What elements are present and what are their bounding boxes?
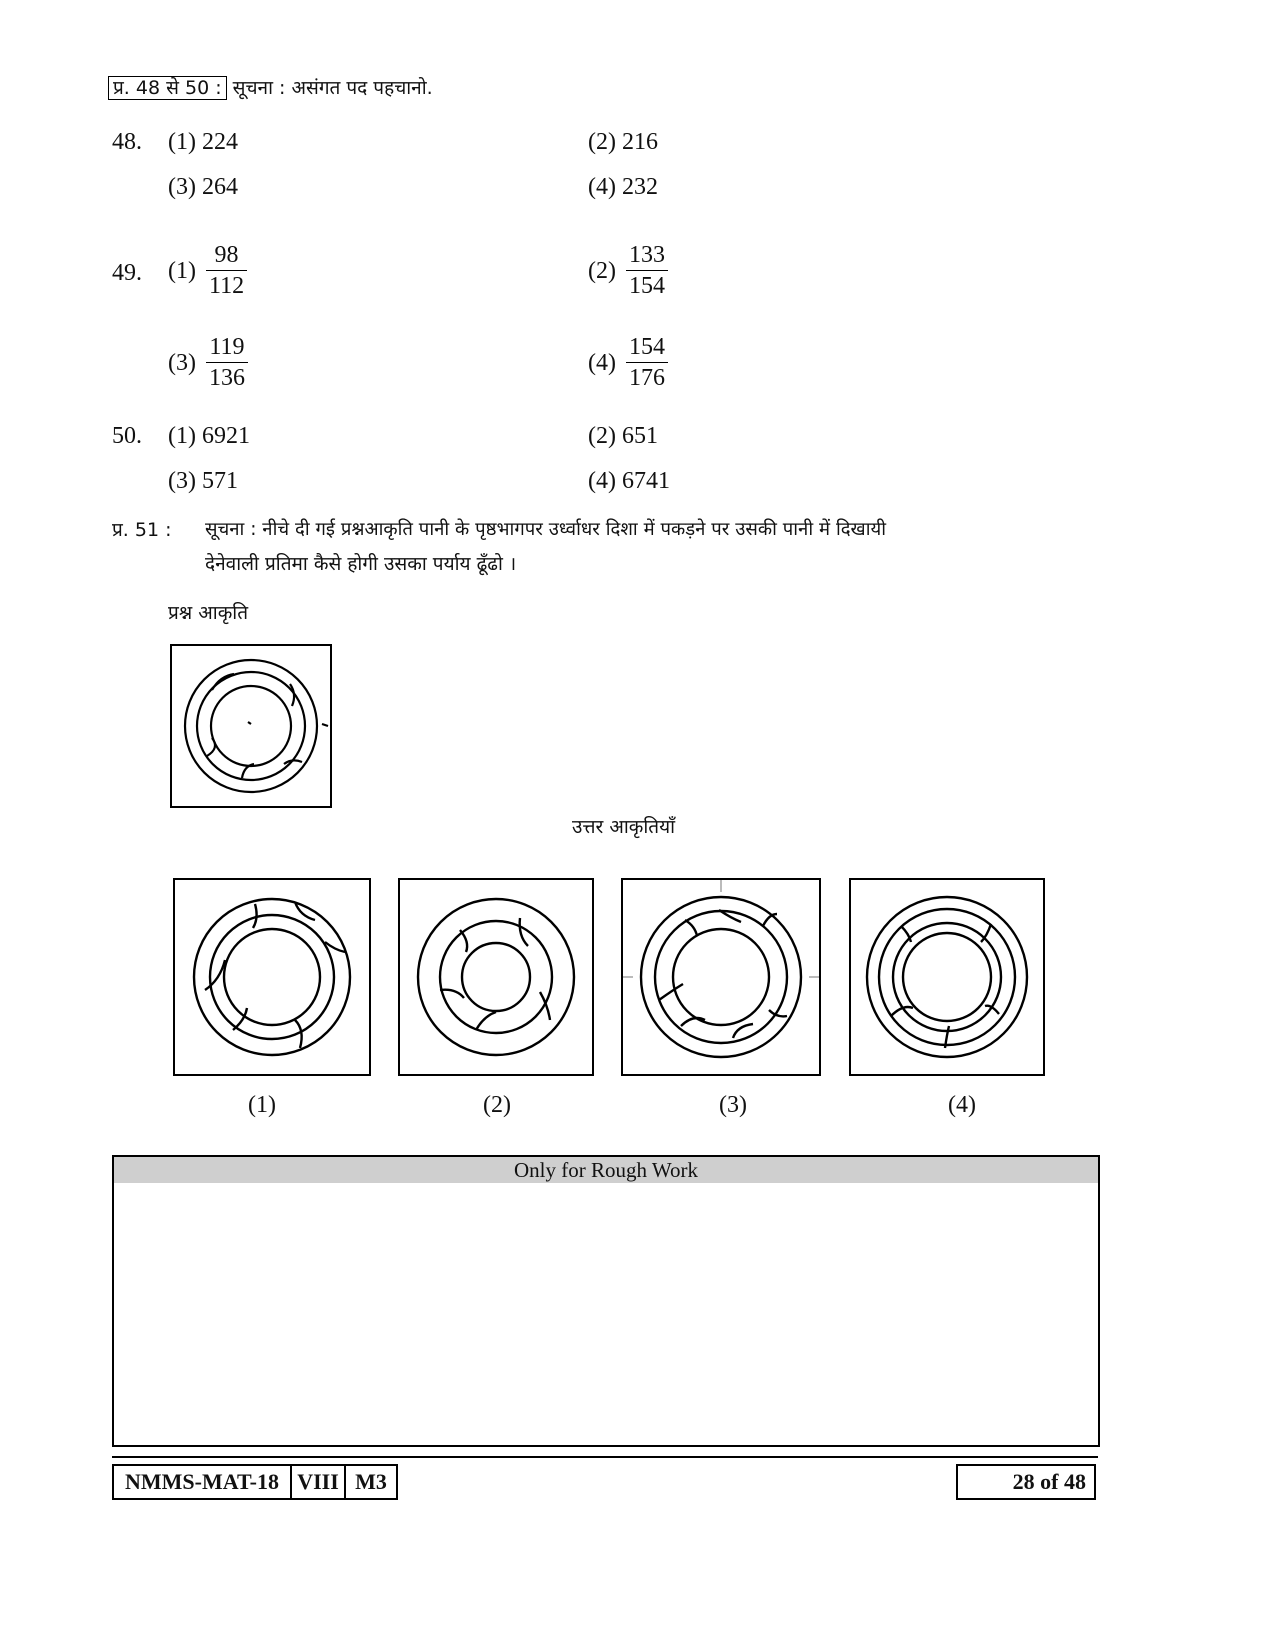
option-label: (1) [168, 423, 196, 449]
page-number: 28 of 48 [956, 1464, 1096, 1500]
q48-option-1[interactable] [168, 127, 238, 157]
q48-option-3[interactable] [168, 172, 238, 202]
q51-number: प्र. 51 : [112, 519, 172, 541]
question-ring-drawing [172, 646, 330, 806]
q50-option-3[interactable] [168, 466, 238, 496]
q50-number: 50. [112, 423, 142, 449]
footer-rule [112, 1456, 1098, 1458]
answer-label-4: (4) [948, 1092, 976, 1118]
q49-option-2[interactable] [588, 240, 668, 301]
option-label: (2) [588, 129, 616, 155]
answer-figure-1[interactable] [173, 878, 371, 1076]
answer-figure-4[interactable] [849, 878, 1045, 1076]
option-value: 232 [621, 174, 658, 200]
class-code: VIII [292, 1464, 346, 1500]
option-label: (3) [168, 468, 196, 494]
option-label: (4) [588, 174, 616, 200]
section-instruction: सूचना : असंगत पद पहचानो. [232, 77, 433, 99]
set-code: M3 [346, 1464, 398, 1500]
q49-option-4[interactable] [588, 332, 668, 393]
denominator: 112 [208, 273, 245, 299]
ring-drawing-2 [400, 880, 592, 1074]
section-header [108, 72, 433, 103]
numerator: 133 [628, 242, 665, 268]
option-value: 264 [201, 174, 238, 200]
q48-option-4[interactable] [588, 172, 658, 202]
answer-label-2: (2) [483, 1092, 511, 1118]
answer-label-1: (1) [248, 1092, 276, 1118]
denominator: 136 [208, 365, 245, 391]
answer-label-3: (3) [719, 1092, 747, 1118]
option-label: (2) [588, 423, 616, 449]
q48-option-2[interactable] [588, 127, 658, 157]
numerator: 98 [214, 242, 239, 268]
paper-code: NMMS-MAT-18 [112, 1464, 292, 1500]
q49-number: 49. [112, 260, 142, 286]
option-label: (2) [588, 257, 616, 284]
option-value: 651 [621, 423, 658, 449]
option-value: 6741 [621, 468, 670, 494]
question-range-label: प्र. 48 से 50 : [108, 76, 227, 100]
q49-option-3[interactable] [168, 332, 248, 393]
ring-drawing-4 [851, 880, 1043, 1074]
option-value: 216 [621, 129, 658, 155]
ring-drawing-3 [623, 880, 819, 1074]
option-label: (1) [168, 129, 196, 155]
numerator: 154 [628, 334, 665, 360]
option-value: 571 [201, 468, 238, 494]
numerator: 119 [209, 334, 245, 360]
option-label: (4) [588, 468, 616, 494]
answer-figures-label: उत्तर आकृतियाँ [572, 816, 676, 838]
q48-number: 48. [112, 129, 142, 155]
option-value: 224 [201, 129, 238, 155]
q50-option-2[interactable] [588, 421, 658, 451]
answer-figure-3[interactable] [621, 878, 821, 1076]
option-label: (3) [168, 174, 196, 200]
ring-drawing-1 [175, 880, 369, 1074]
fraction [626, 240, 668, 301]
rough-work-title: Only for Rough Work [114, 1157, 1098, 1183]
option-label: (4) [588, 349, 616, 376]
q50-option-4[interactable] [588, 466, 670, 496]
q50-option-1[interactable] [168, 421, 250, 451]
option-value: 6921 [201, 423, 250, 449]
q51-instruction-line1: सूचना : नीचे दी गई प्रश्नआकृति पानी के पृष्ठभागपर उर्ध्वाधर दिशा में पकड़ने पर उसकी पानी में दिखायी [205, 519, 887, 540]
fraction [626, 332, 668, 393]
question-figure [170, 644, 332, 808]
option-label: (1) [168, 257, 196, 284]
fraction [206, 240, 247, 301]
question-figure-label: प्रश्न आकृति [168, 602, 249, 624]
q51-instruction-line2: देनेवाली प्रतिमा कैसे होगी उसका पर्याय ढूँढो । [205, 553, 517, 575]
footer-codes [112, 1464, 398, 1500]
fraction [206, 332, 248, 393]
option-label: (3) [168, 349, 196, 376]
denominator: 154 [628, 273, 665, 299]
denominator: 176 [628, 365, 665, 391]
rough-work-area[interactable] [112, 1155, 1100, 1447]
answer-figure-2[interactable] [398, 878, 594, 1076]
q49-option-1[interactable] [168, 240, 247, 301]
